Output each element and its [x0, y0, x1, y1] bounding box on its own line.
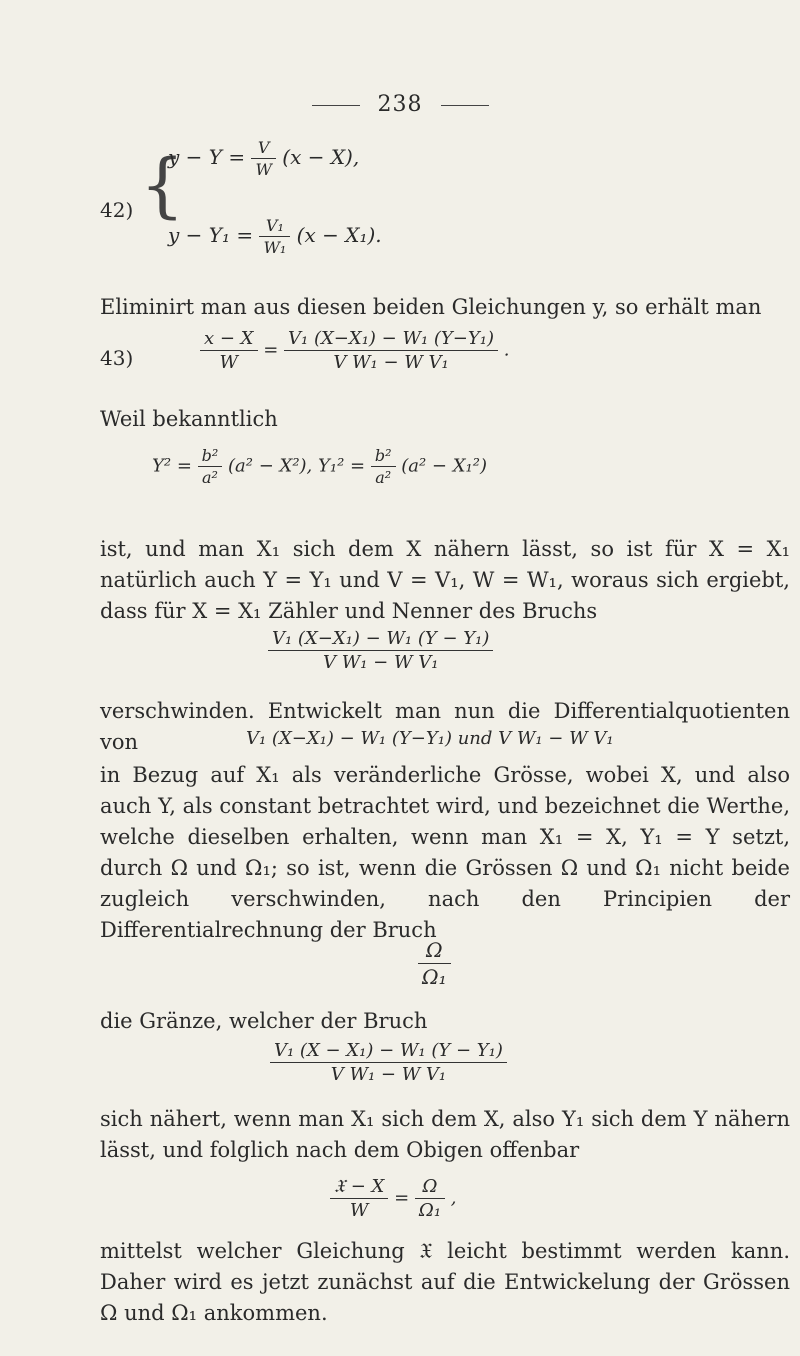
equation-inline: V₁ (X−X₁) − W₁ (Y−Y₁) und V W₁ − W V₁ [246, 728, 614, 749]
eq43-rhs-fraction [284, 328, 498, 373]
eq43-lhs-den: W [219, 352, 238, 373]
paragraph-8: mittelst welcher Gleichung 𝔛 leicht bestimmt werden kann. Daher wird es jetzt zunächst auf die Entwickelung der Grössen Ω und Ω₁ ankommen. [100, 1239, 790, 1325]
eq43-end: . [498, 339, 510, 361]
eqb-b-num: b² [371, 446, 396, 467]
omega-den: Ω₁ [422, 965, 447, 989]
equation-ellipse [152, 446, 487, 487]
equation-bruch-1 [268, 628, 493, 673]
bruch1-fraction [268, 628, 493, 673]
equation-42-number: 42) [100, 198, 134, 222]
eq42-line1-rhs: (x − X), [275, 145, 360, 169]
eq43-rhs-den: V W₁ − W V₁ [333, 352, 449, 373]
eq42-line1-fraction [251, 138, 275, 179]
eqb-b-den: a² [375, 468, 392, 487]
bruch2-num: V₁ (X − X₁) − W₁ (Y − Y₁) [270, 1040, 507, 1063]
equation-43 [200, 328, 509, 373]
eq42-line2-den: W₁ [263, 238, 287, 257]
final-end: , [445, 1187, 457, 1209]
eqb-a-lhs: Y² = [152, 455, 198, 477]
paragraph-4: verschwinden. Entwickelt man nun die Differentialquotienten von [100, 699, 790, 754]
eq42-line2-fraction [259, 216, 290, 257]
paragraph-5: in Bezug auf X₁ als veränderliche Grösse, wobei X, und also auch Y, als constant betrachtet wird, und bezeichnet die Werthe, welche dieselben erhalten, wenn man X₁ = X, Y₁ = Y setzt, durch Ω und Ω₁; so ist, wenn die Grössen Ω und Ω₁ nicht beide zugleich verschwinden, nach den Principien der Differentialrechnung der Bruch [100, 763, 790, 942]
eq42-line2-num: V₁ [259, 216, 290, 237]
eqb-a-den: a² [201, 468, 218, 487]
header-rule-left [312, 105, 360, 106]
page-number: 238 [377, 92, 423, 117]
bruch2-fraction [270, 1040, 507, 1085]
omega-fraction [418, 938, 451, 989]
eq43-equals: = [257, 339, 285, 361]
final-rhs-num: Ω [415, 1176, 445, 1199]
bruch1-num: V₁ (X−X₁) − W₁ (Y − Y₁) [268, 628, 493, 651]
equation-42-brace: { [140, 144, 185, 226]
equation-omega [418, 938, 451, 989]
header-rule-right [441, 105, 489, 106]
eqb-b-rhs: (a² − X₁²) [395, 455, 487, 477]
eq43-rhs-num: V₁ (X−X₁) − W₁ (Y−Y₁) [284, 328, 498, 351]
paragraph-6: die Gränze, welcher der Bruch [100, 1009, 428, 1033]
paragraph-2: Weil bekanntlich [100, 407, 278, 431]
eqb-a-num: b² [198, 446, 223, 467]
eqb-b-lhs: Y₁² = [318, 455, 371, 477]
paragraph-3: ist, und man X₁ sich dem X nähern lässt, so ist für X = X₁ natürlich auch Y = Y₁ und V = V₁, W = W₁, woraus sich ergiebt, dass für X = X₁ Zähler und Nenner des Bruchs [100, 537, 790, 623]
final-lhs-fraction [330, 1176, 388, 1221]
eqb-b-fraction [371, 446, 396, 487]
final-rhs-fraction [415, 1176, 445, 1221]
eq42-line1-num: V [251, 138, 275, 159]
omega-num: Ω [418, 938, 451, 964]
final-equals: = [388, 1187, 415, 1209]
eq42-line2-lhs: y − Y₁ = [168, 223, 260, 247]
equation-final [330, 1176, 457, 1221]
final-rhs-den: Ω₁ [418, 1200, 442, 1221]
page-header [0, 92, 800, 117]
equation-42-line-2 [168, 216, 382, 257]
eq43-lhs-num: x − X [200, 328, 258, 351]
equation-42-line-1 [168, 138, 359, 179]
eqb-a-rhs: (a² − X²), [222, 455, 318, 477]
paragraph-1: Eliminirt man aus diesen beiden Gleichungen y, so erhält man [100, 295, 762, 319]
paragraph-7: sich nähert, wenn man X₁ sich dem X, also Y₁ sich dem Y nähern lässt, und folglich nach dem Obigen offenbar [100, 1107, 790, 1162]
eqb-a-fraction [198, 446, 223, 487]
equation-43-number: 43) [100, 346, 134, 370]
bruch1-den: V W₁ − W V₁ [323, 652, 439, 673]
final-lhs-num: 𝔛 − X [330, 1176, 388, 1199]
equation-bruch-2 [270, 1040, 507, 1085]
final-lhs-den: W [349, 1200, 369, 1221]
eq42-line1-den: W [255, 160, 272, 179]
eq43-lhs-fraction [200, 328, 258, 373]
eq42-line2-rhs: (x − X₁). [290, 223, 382, 247]
eq42-line1-lhs: y − Y = [168, 145, 252, 169]
bruch2-den: V W₁ − W V₁ [330, 1064, 447, 1085]
